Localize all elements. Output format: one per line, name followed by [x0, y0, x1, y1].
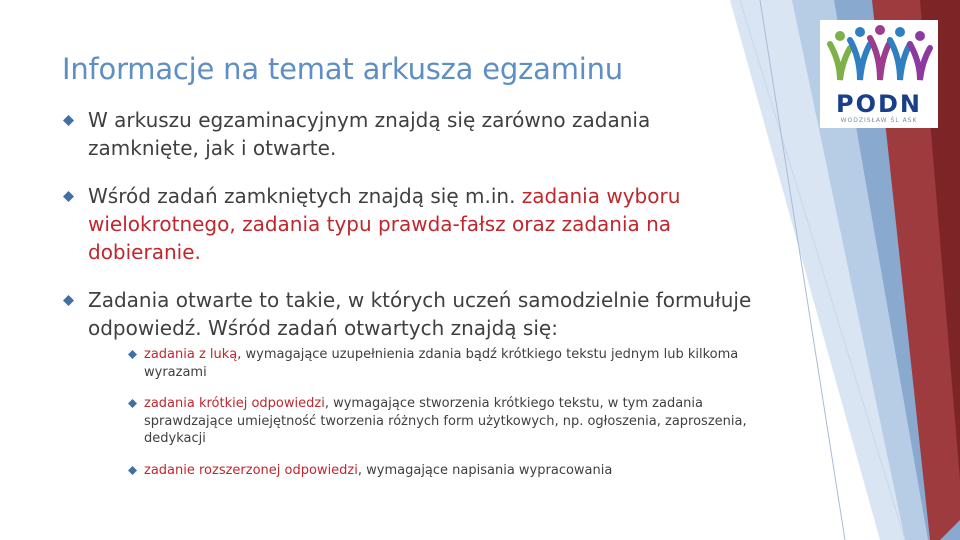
bullet-item-1	[62, 106, 762, 162]
sub-bullet-highlight: zadania krótkiej odpowiedzi	[144, 396, 325, 411]
slide-content	[62, 106, 762, 493]
bullet-text: Wśród zadań zamkniętych znajdą się m.in.	[88, 184, 522, 208]
logo-wordmark: PODN	[836, 90, 922, 118]
logo-subtitle: WODZISŁAW ŚL ASK	[840, 117, 918, 124]
diamond-bullet-icon	[63, 295, 74, 306]
bullet-text: Zadania otwarte to takie, w których uczeń samodzielnie formułuje odpowiedź. Wśród zadań otwartych znajdą się:	[88, 288, 752, 340]
sub-bullet-text: , wymagające uzupełnienia zdania bądź krótkiego tekstu jednym lub kilkoma wyrazami	[144, 347, 739, 380]
bullet-item-2	[62, 182, 762, 266]
diamond-bullet-icon	[128, 350, 137, 359]
bullet-item-3	[62, 286, 762, 479]
sub-bullet-item-3	[114, 462, 762, 480]
sub-bullet-text: , wymagające napisania wypracowania	[357, 462, 613, 478]
podn-logo	[820, 22, 938, 127]
diamond-bullet-icon	[63, 115, 74, 126]
bullet-highlight-text: zadania wyboru wielokrotnego, zadania typu prawda-fałsz oraz zadania na dobieranie.	[88, 184, 681, 264]
sub-bullet-item-2	[114, 395, 762, 448]
bullet-text: W arkuszu egzaminacyjnym znajdą się zarówno zadania zamknięte, jak i otwarte.	[88, 108, 651, 160]
people-icon	[820, 22, 938, 90]
sub-bullet-highlight: zadania z luką	[144, 347, 238, 362]
diamond-bullet-icon	[128, 466, 137, 475]
diamond-bullet-icon	[63, 191, 74, 202]
sub-bullet-highlight: zadanie rozszerzonej odpowiedzi	[144, 462, 358, 478]
diamond-bullet-icon	[128, 399, 137, 408]
main-bullet-list	[62, 106, 762, 479]
sub-bullet-list	[88, 346, 762, 479]
sub-bullet-text: , wymagające stworzenia krótkiego tekstu, w tym zadania sprawdzające umiejętność tworzenia różnych form użytkowych, np. ogłoszenia, zaproszenia, dedykacji	[144, 396, 747, 446]
sub-bullet-item-1	[114, 346, 762, 381]
slide-title: Informacje na temat arkusza egzaminu	[62, 52, 623, 86]
